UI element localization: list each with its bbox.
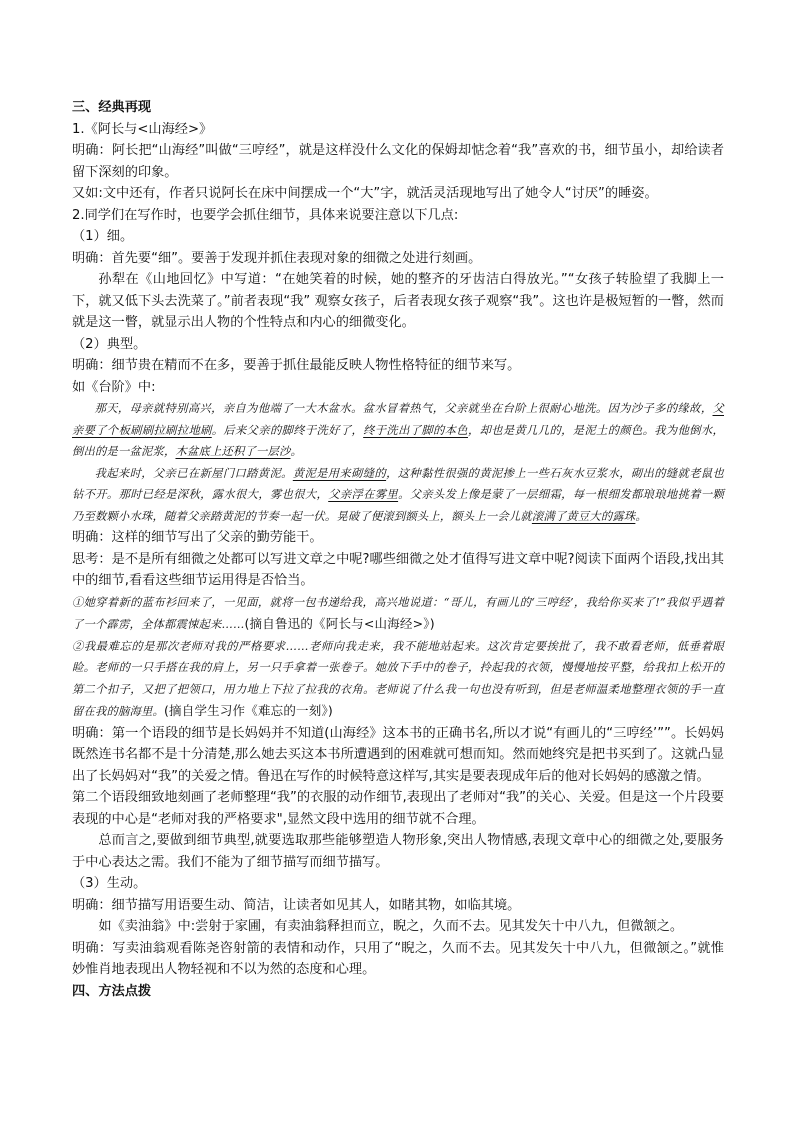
quote-text: 我起来时，父亲已在新屋门口踏黄泥。 [94, 466, 293, 480]
quote-text: 。 [290, 445, 302, 458]
example-passage-1 [72, 592, 724, 636]
subpoint-3-example: 如《卖油翁》中:尝射于家圃，有卖油翁释担而立，睨之，久而不去。见其发矢十中八九，但微颔之。 [98, 919, 684, 934]
section-heading-4: 四、方法点拨 [72, 983, 152, 999]
subpoint-1-title: （1）细。 [72, 229, 134, 244]
subpoint-3-explanation: 明确：细节描写用语要生动、简洁，让读者如见其人，如睹其物，如临其境。 [72, 897, 521, 913]
quote-text: ，这种黏性很强的黄泥掺上一些石灰水豆浆水，砌出的缝就老鼠也钻不开。那时已经是深秋，露水很大，雾也很大， [72, 466, 725, 501]
quote-paragraph-1 [72, 398, 724, 463]
example-source: (摘自鲁迅的《阿长与<山海经>》) [244, 616, 435, 631]
document-body [72, 97, 724, 1002]
underlined-detail: 父亲要了个板刷刷拉刷拉地刷 [72, 402, 724, 437]
quote-text: 。 [635, 509, 647, 523]
subpoint-2-example-intro: 如《台阶》中: [72, 379, 156, 395]
example-passage-2 [72, 636, 724, 723]
example-text: ②我最难忘的是那次老师对我的严格要求……老师向我走来，我不能地站起来。这次肯定要挨批了，我不敢看老师，低垂着眼睑。老师的一只手搭在我的肩上，另一只手拿着一张卷子。她放下手中的卷子，拎起我的衣领，慢慢地按平整，给我扣上松开的第二个扣子，又把了把领口，用力地上下拉了拉我的衣角。老师说了什么我一句也没有听到，但是老师温柔地整理衣领的手一直留在我的脑海里。 [72, 639, 724, 718]
underlined-detail: 黄泥是用来砌缝的 [292, 466, 387, 480]
underlined-detail: 父亲浮在雾里 [328, 488, 399, 501]
underlined-detail: 终于洗出了脚的本色 [363, 423, 468, 437]
underlined-detail: 木盆底上还积了一层沙 [175, 445, 291, 458]
quote-text: 。后来父亲的脚终于洗好了， [211, 423, 364, 437]
analysis-passage-2: 第二个语段细致地刻画了老师整理“我”的衣服的动作细节,表现出了老师对“我”的关心、关爱。但是这一个片段要表现的中心是“老师对我的严格要求",显然文段中选用的细节就不合理。 [72, 790, 724, 827]
quote-text: 那天，母亲就特别高兴，亲自为他端了一大木盆水。盆水冒着热气，父亲就坐在台阶上很耐心地洗。因为沙子多的缘故， [94, 402, 713, 415]
quote-text: 。父亲头发上像是蒙了一层细霜，每一根细发都琅琅地挑着一颗乃至数颗小水珠，随着父亲踏黄泥的节奏一起一伏。晃破了便滚到额头上，额头上一会儿就 [72, 488, 724, 523]
item-1-explanation: 明确：阿长把“山海经”叫做“三哼经”，就是这样没什么文化的保姆却惦念着“我”喜欢的书，细节虽小，却给读者留下深刻的印象。 [72, 143, 724, 180]
summary-paragraph: 总而言之,要做到细节典型,就要选取那些能够塑造人物形象,突出人物情感,表现文章中心的细微之处,要服务于中心表达之需。我们不能为了细节描写而细节描写。 [72, 833, 724, 870]
item-2-title: 2.同学们在写作时，也要学会抓住细节，具体来说要注意以下几点: [72, 207, 459, 223]
subpoint-3-analysis: 明确：写卖油翁观看陈尧咨射箭的表情和动作，只用了“睨之，久而不去。见其发矢十中八九，但微颔之。”就惟妙惟肖地表现出人物轻视和不以为然的态度和心理。 [72, 940, 724, 977]
quote-paragraph-2 [72, 463, 724, 528]
section-heading-3: 三、经典再现 [72, 100, 152, 115]
example-source: (摘自学生习作《难忘的一刻》) [163, 703, 333, 718]
item-1-additional: 又如:文中还有，作者只说阿长在床中间摆成一个“大”字，就活灵活现地写出了她令人“讨厌”的睡姿。 [72, 186, 658, 201]
item-1-title: 1.《阿长与<山海经>》 [72, 121, 213, 137]
subpoint-2-conclusion: 明确：这样的细节写出了父亲的勤劳能干。 [72, 530, 323, 545]
subpoint-1-example: 孙犁在《山地回忆》中写道：“在她笑着的时候，她的整齐的牙齿洁白得放光。”“女孩子转脸望了我脚上一下，就又低下头去洗菜了。”前者表现“我” 观察女孩子，后者表现女孩子观察“我”。这也许是极短暂的一瞥，然而就是这一瞥，就显示出人物的个性特点和内心的细微变化。 [72, 272, 724, 330]
example-text: ①她穿着新的蓝布衫回来了，一见面，就将一包书递给我，高兴地说道：“哥儿，有画儿的‘三哼经’，我给你买来了!”我似乎遇着了一个霹雳，全体都震悚起来…… [72, 595, 724, 631]
analysis-passage-1: 明确：第一个语段的细节是长妈妈并不知道(山海经》这本书的正确书名,所以才说“有画儿的“三哼经’””。长妈妈既然连书名都不是十分清楚,那么她去买这本书所遭遇到的困难就可想而知。然而她终究是把书买到了。这就凸显出了长妈妈对“我”的关爱之情。鲁迅在写作的时候特意这样写,其实是要表现成年后的他对长妈妈的感激之情。 [72, 725, 724, 784]
subpoint-2-title: （2）典型。 [72, 336, 147, 352]
subpoint-1-explanation: 明确：首先要“细”。要善于发现并抓住表现对象的细微之处进行刻画。 [72, 250, 482, 266]
subpoint-2-explanation: 明确：细节贵在精而不在多，要善于抓住最能反映人物性格特征的细节来写。 [72, 358, 521, 373]
thinking-question: 思考：是不是所有细微之处都可以写进文章之中呢?哪些细微之处才值得写进文章中呢?阅读下面两个语段,找出其中的细节,看看这些细节运用得是否恰当。 [72, 551, 724, 588]
underlined-detail: 滚满了黄豆大的露珠 [531, 509, 636, 523]
subpoint-3-title: （3）生动。 [72, 876, 147, 891]
quote-text: ，却也是黄几几的，是泥土的颜色。我为他倒水，倒出的是一盆泥浆， [72, 423, 724, 458]
